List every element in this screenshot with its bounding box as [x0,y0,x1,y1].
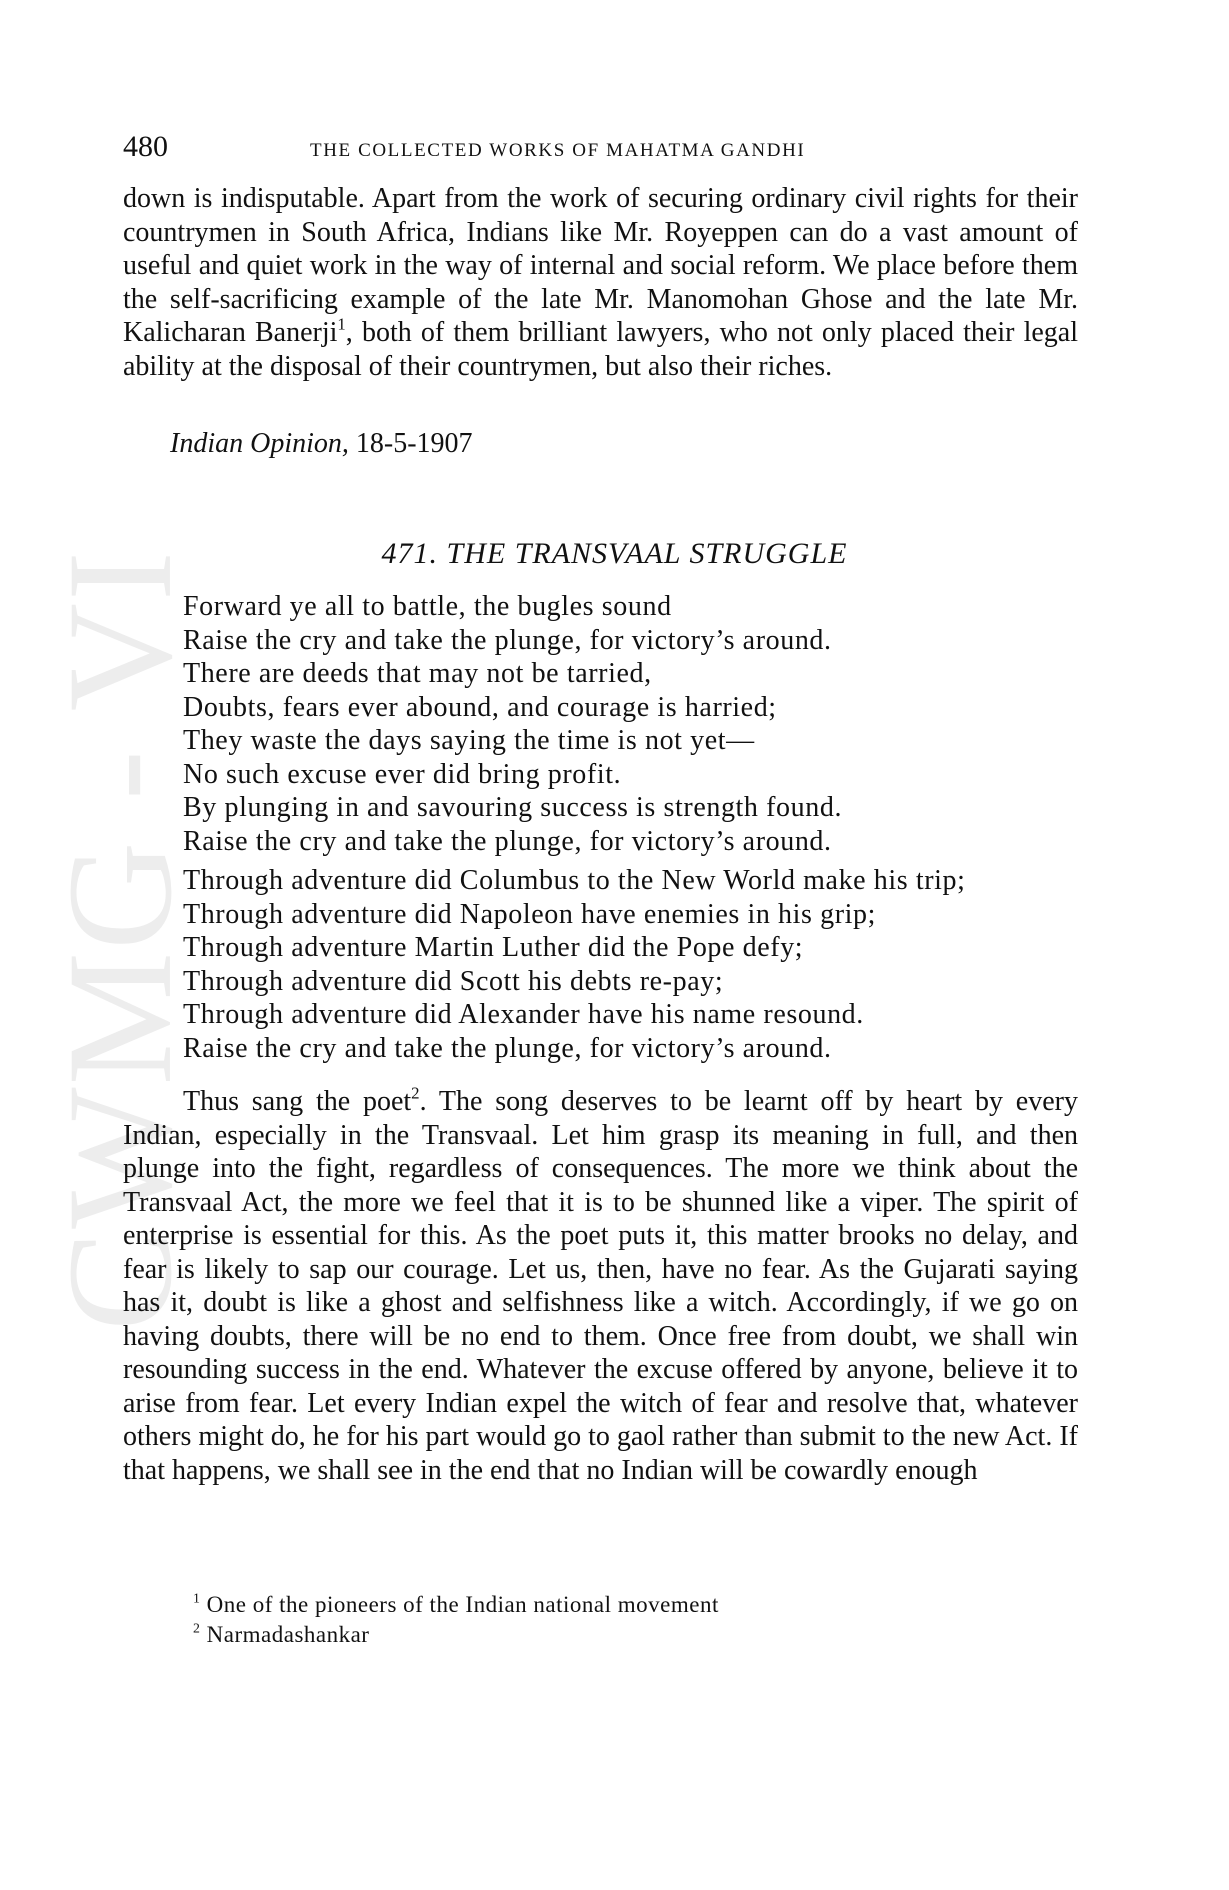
section-title: 471. THE TRANSVAAL STRUGGLE [381,537,848,570]
poem-line: Through adventure did Napoleon have enemies in his grip; [183,898,876,930]
poem-line: Through adventure did Alexander have his name resound. [183,999,864,1030]
commentary-paragraph-text-continued: . The song deserves to be learnt off by heart by every Indian, especially in the Transvaal. Let him grasp its meaning in full, and then plunge into the fight, regardless of consequences. The more we think about the Transvaal Act, the more we feel that it is to be shunned like a viper. The spirit of enterprise is essential for this. As the poet puts it, this matter brooks no delay, and fear is likely to sap our courage. Let us, then, have no fear. As the Gujarati saying has it, doubt is like a ghost and selfishness like a witch. Accordingly, if we go on having doubts, there will be no end to them. Once free from doubt, we shall win resounding success in the end. Whatever the excuse offered by anyone, believe it to arise from fear. Let every Indian expel the witch of fear and resolve that, whatever others might do, he for his part would go to gaol rather than submit to the new Act. If that happens, we shall see in the end that no Indian will be cowardly enough [123,1086,1078,1486]
poem-stanza-2 [183,864,1083,1065]
poem-line: Forward ye all to battle, the bugles sound [183,591,672,622]
poem-line: Through adventure Martin Luther did the Pope defy; [183,932,804,963]
source-publication: Indian Opinion, [170,428,349,459]
opening-paragraph-text: down is indisputable. Apart from the work of securing ordinary civil rights for their countrymen in South Africa, Indians like Mr. Royeppen can do a vast amount of useful and quiet work in the way of internal and social reform. We place before them the self-sacrificing example of the late Mr. Manomohan Ghose and the late Mr. Kalicharan Banerji [123,183,1078,348]
poem-line: Through adventure did Columbus to the New World make his trip; [183,865,966,896]
source-date: 18-5-1907 [355,428,473,459]
opening-paragraph-text-continued: , both of them brilliant lawyers, who not only placed their legal ability at the disposal of their countrymen, but also their riches. [123,317,1078,382]
opening-paragraph [123,182,1078,383]
footnote-text: Narmadashankar [206,1622,370,1647]
poem-line: By plunging in and savouring success is strength found. [183,792,843,823]
poem-line: Raise the cry and take the plunge, for victory’s around. [183,825,832,857]
footnote-number: 1 [193,1590,201,1606]
poem-stanza-1 [183,590,1083,858]
page-number: 480 [123,130,168,163]
poem-line: Through adventure did Scott his debts re-pay; [183,965,724,997]
footnote-ref-1: 1 [337,314,346,334]
poem-line: Raise the cry and take the plunge, for victory’s around. [183,1032,832,1064]
source-citation [170,428,473,460]
footnote-number: 2 [193,1620,201,1636]
poem-line: No such excuse ever did bring profit. [183,758,622,790]
running-title: THE COLLECTED WORKS OF MAHATMA GANDHI [310,140,806,161]
footnote-text: One of the pioneers of the Indian national movement [206,1592,719,1617]
commentary-paragraph [123,1085,1078,1487]
poem-line: There are deeds that may not be tarried, [183,658,652,689]
poem-line: Raise the cry and take the plunge, for victory’s around. [183,624,832,656]
poem-line: Doubts, fears ever abound, and courage is harried; [183,691,777,723]
footnote-1 [193,1590,719,1620]
poem-line: They waste the days saying the time is not yet— [183,725,755,756]
page-header [123,130,1078,170]
commentary-paragraph-text: Thus sang the poet [183,1086,412,1117]
footnote-ref-2: 2 [411,1083,420,1103]
footnote-2 [193,1620,719,1650]
footnotes [193,1590,719,1650]
watermark-text: CWMG - VI [37,549,203,1331]
